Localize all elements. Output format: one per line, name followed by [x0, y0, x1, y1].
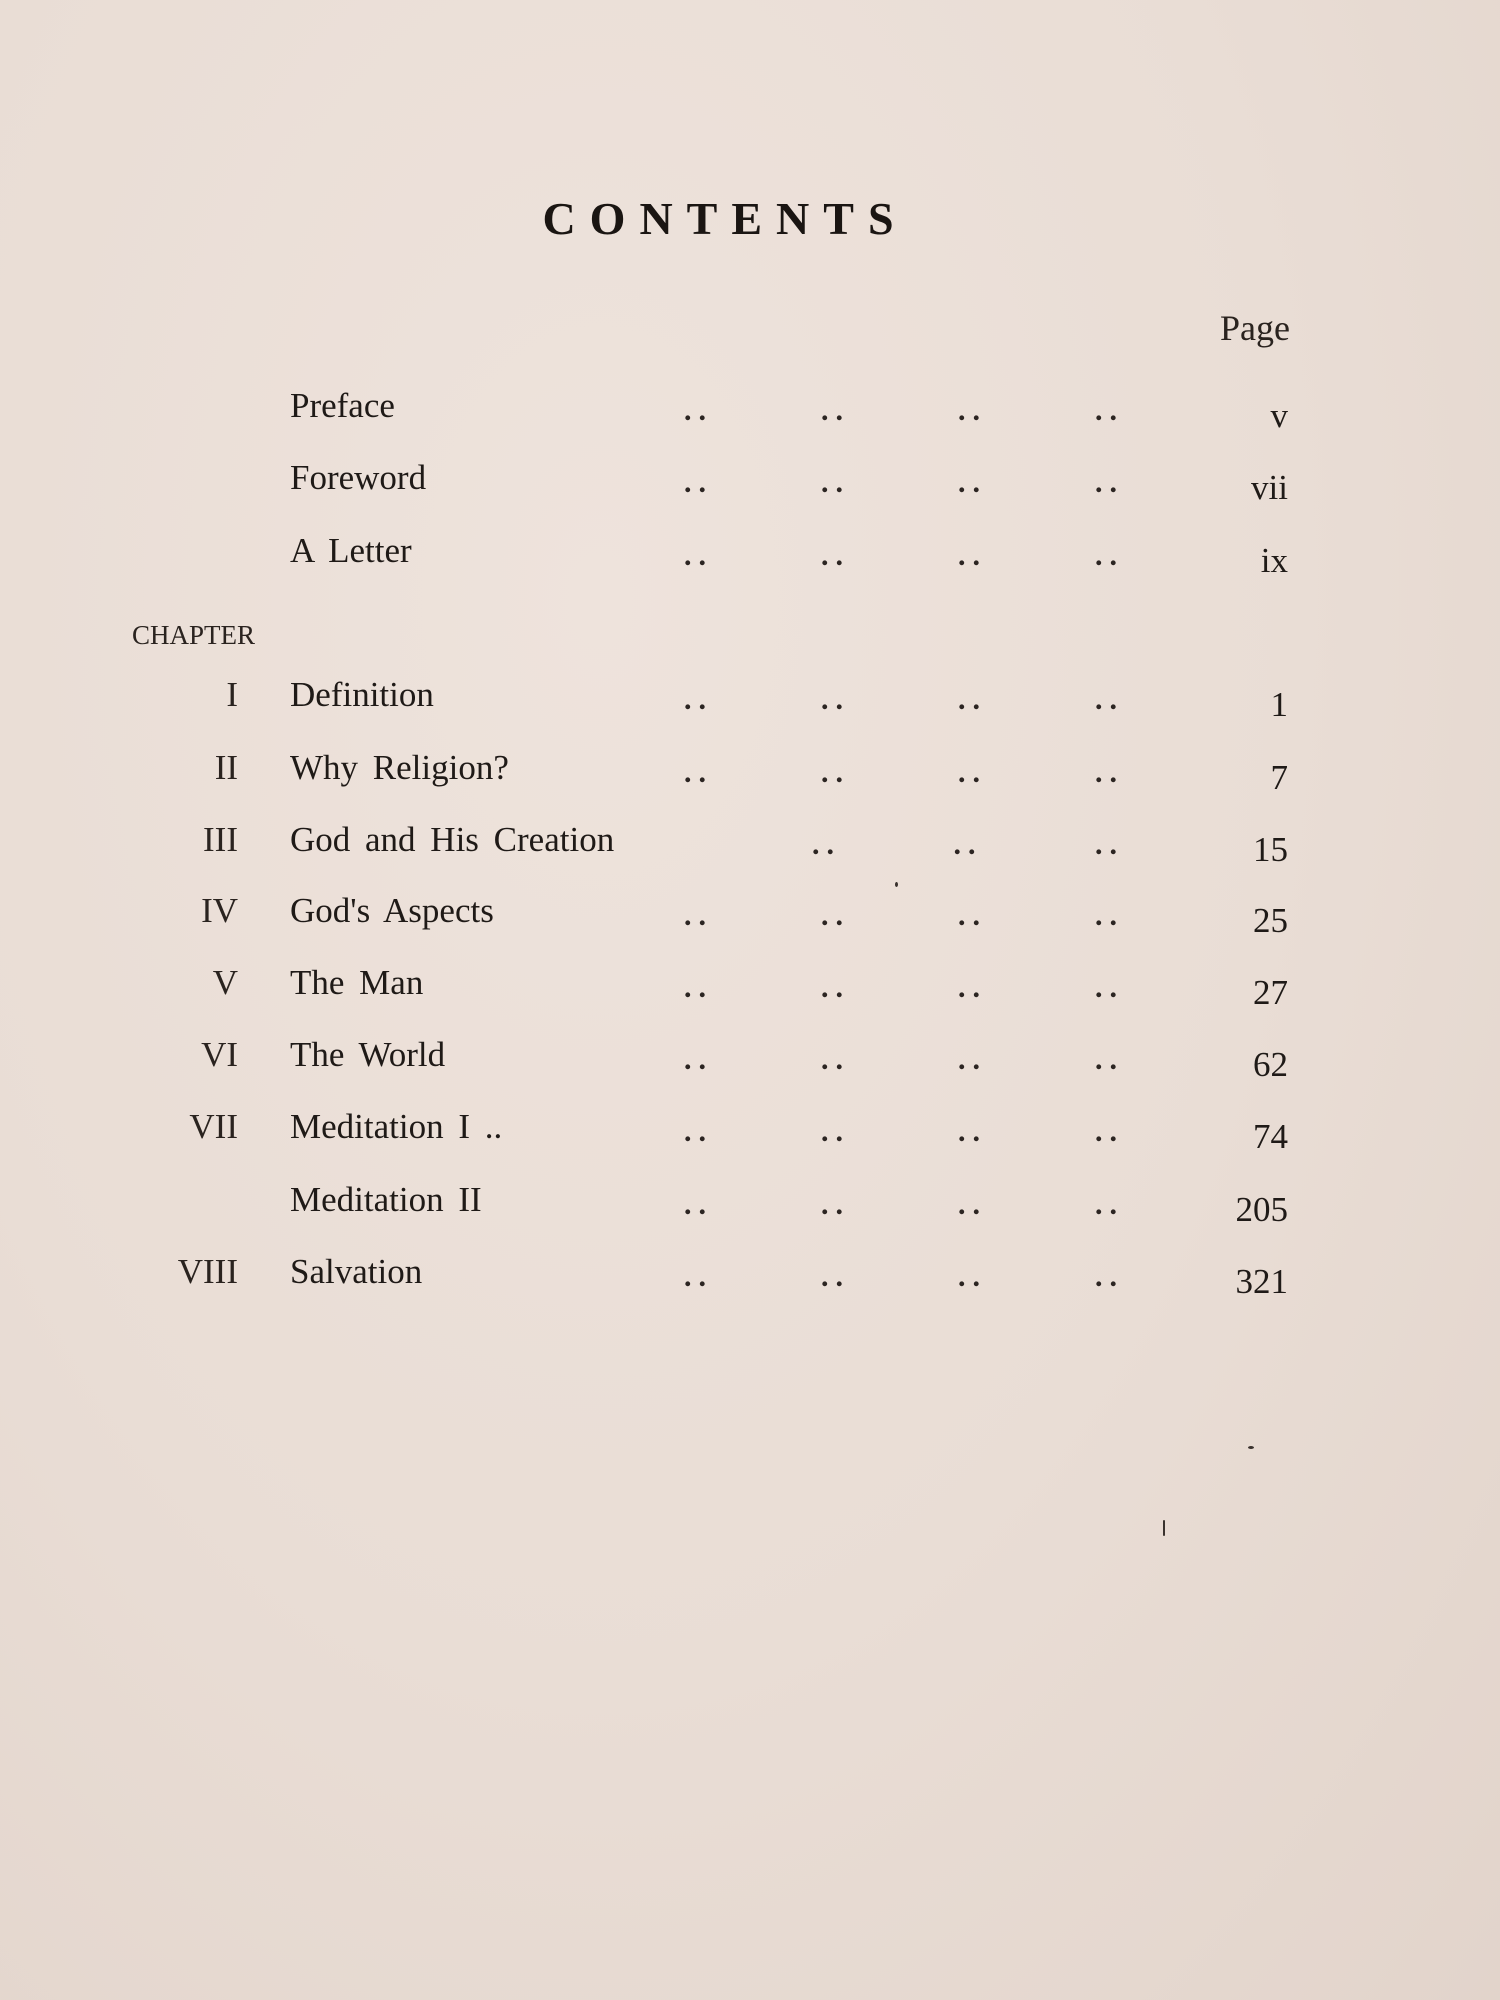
leader-dots: .. .. .. ..: [684, 394, 1124, 427]
leader-dots: .. .. .. ..: [684, 1260, 1124, 1293]
chapter-number: V: [212, 963, 238, 1002]
entry-title: Meditation I ..: [290, 1107, 503, 1146]
leader-dots: .. .. .. ..: [684, 1188, 1124, 1221]
chapter-column-label: CHAPTER: [132, 620, 256, 650]
leader-dots: .. .. .. ..: [684, 683, 1124, 716]
toc-entry-a-letter: [0, 531, 1500, 581]
chapter-number: II: [214, 748, 238, 787]
paper-speck: [895, 882, 898, 887]
entry-page: 1: [1270, 685, 1288, 724]
entry-page: 7: [1270, 758, 1288, 797]
chapter-number: VIII: [177, 1252, 238, 1291]
chapter-number: IV: [201, 891, 238, 930]
leader-dots: .. .. .. ..: [684, 466, 1124, 499]
leader-dots: .. .. .. ..: [684, 1115, 1124, 1148]
chapter-number: VI: [201, 1035, 238, 1074]
toc-entry-chapter-8: [0, 1252, 1500, 1302]
entry-title: Meditation II: [290, 1180, 482, 1219]
chapter-number: I: [226, 675, 238, 714]
entry-title: God and His Creation: [290, 820, 615, 859]
entry-title: A Letter: [290, 531, 412, 570]
toc-entry-chapter-4: [0, 891, 1500, 941]
toc-entry-chapter-7: [0, 1107, 1500, 1157]
toc-entry-preface: [0, 386, 1500, 436]
entry-page: 27: [1253, 973, 1288, 1012]
toc-entry-chapter-3: [0, 820, 1500, 870]
entry-page: 321: [1235, 1262, 1288, 1301]
entry-page: 15: [1253, 830, 1288, 869]
leader-dots: .. .. .. ..: [684, 1043, 1124, 1076]
chapter-number: III: [203, 820, 238, 859]
paper-speck: [1163, 1520, 1165, 1536]
toc-entry-chapter-6: [0, 1035, 1500, 1085]
entry-title: The Man: [290, 963, 424, 1002]
entry-page: 62: [1253, 1045, 1288, 1084]
toc-entry-chapter-1: [0, 675, 1500, 725]
entry-title: Preface: [290, 386, 395, 425]
entry-title: Definition: [290, 675, 434, 714]
page-column-header: Page: [1220, 308, 1290, 348]
entry-title: Why Religion?: [290, 748, 509, 787]
toc-entry-chapter-5: [0, 963, 1500, 1013]
chapter-number: VII: [189, 1107, 238, 1146]
entry-page: v: [1270, 396, 1288, 435]
entry-title: Salvation: [290, 1252, 423, 1291]
leader-dots: .. .. .. ..: [684, 971, 1124, 1004]
entry-page: 74: [1253, 1117, 1288, 1156]
toc-entry-meditation-2: [0, 1180, 1500, 1230]
entry-page: vii: [1251, 468, 1288, 507]
toc-entry-chapter-2: [0, 748, 1500, 798]
entry-title: The World: [290, 1035, 446, 1074]
entry-page: 25: [1253, 901, 1288, 940]
toc-entry-foreword: [0, 458, 1500, 508]
entry-title: Foreword: [290, 458, 427, 497]
paper-speck: [1248, 1446, 1254, 1449]
entry-page: ix: [1260, 541, 1288, 580]
leader-dots: .. .. .. ..: [684, 899, 1124, 932]
leader-dots: .. .. .. ..: [684, 539, 1124, 572]
leader-dots: .. .. .. ..: [684, 756, 1124, 789]
leader-dots: .. .. ..: [812, 828, 1124, 861]
entry-title: God's Aspects: [290, 891, 494, 930]
entry-page: 205: [1235, 1190, 1288, 1229]
contents-title: CONTENTS: [542, 193, 908, 244]
